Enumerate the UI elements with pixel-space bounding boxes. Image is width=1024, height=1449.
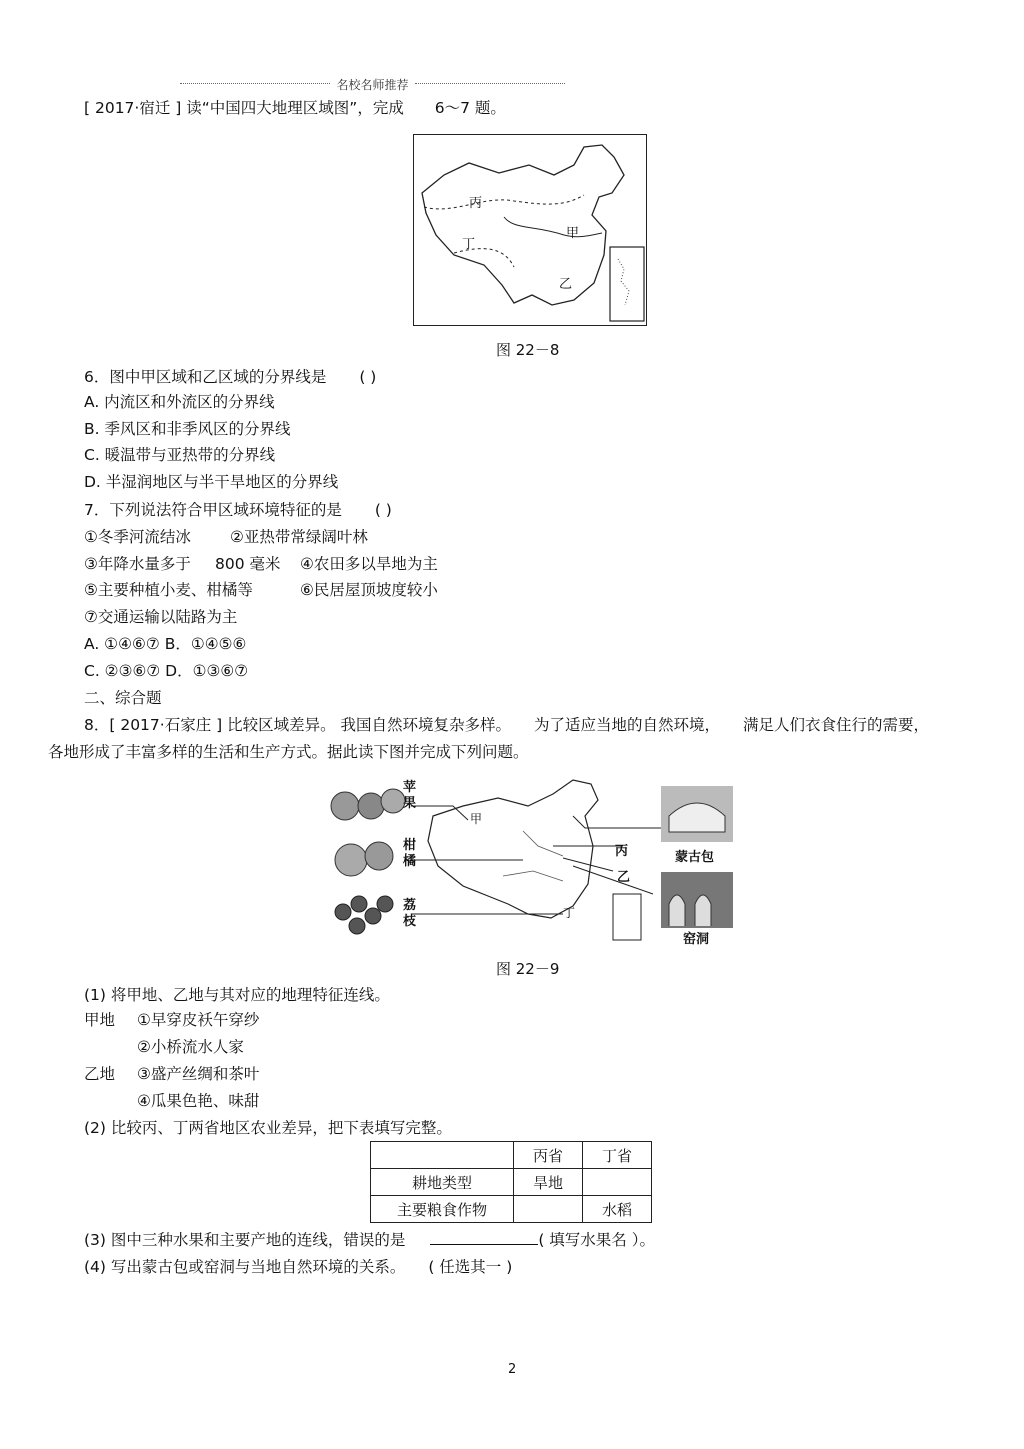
- q8-line1: [84, 715, 929, 735]
- q7-options-ab: A. ①④⑥⑦ B．①④⑤⑥: [84, 635, 247, 653]
- table-cell: 水稻: [583, 1196, 652, 1223]
- map1-label-ding: 丁: [462, 237, 476, 252]
- q7-stem-text: 7．下列说法符合甲区域环境特征的是: [84, 501, 342, 519]
- map1-label-bing: 丙: [469, 196, 483, 211]
- q8-line1b: 为了适应当地的自然环境，: [533, 716, 720, 734]
- q6-option-c: C. 暖温带与亚热带的分界线: [84, 446, 276, 464]
- intro-text: 读“中国四大地理区域图”，完成: [186, 99, 404, 117]
- table-cell: 旱地: [514, 1169, 583, 1196]
- q7-item-6: ⑥民居屋顶坡度较小: [300, 581, 438, 599]
- fruit-label-orange: 柑橘: [403, 838, 417, 869]
- p1-jia: 甲地: [84, 1011, 116, 1029]
- p4-line: [84, 1257, 512, 1277]
- q7-stem: [84, 500, 392, 520]
- p2-stem: (2) 比较丙、丁两省地区农业差异，把下表填写完整。: [84, 1119, 452, 1137]
- q7-options-cd: C. ②③⑥⑦ D．①③⑥⑦: [84, 662, 249, 680]
- figure-caption-22-8: 图 22－8: [496, 341, 560, 359]
- map1-label-jia: 甲: [566, 226, 580, 241]
- p1-feat-1: ①早穿皮袄午穿纱: [137, 1011, 260, 1029]
- q7-item-5: ⑤主要种植小麦、柑橘等: [84, 581, 253, 599]
- p1-feat-3: ③盛产丝绸和茶叶: [137, 1065, 260, 1083]
- q7-item-7: ⑦交通运输以陆路为主: [84, 608, 238, 626]
- q6-option-b: B. 季风区和非季风区的分界线: [84, 420, 291, 438]
- label-yurt: 蒙古包: [675, 850, 715, 865]
- p3-tail: ( 填写水果名 ）。: [538, 1231, 655, 1249]
- q8-line1a: 8．[ 2017·石家庄 ] 比较区域差异。 我国自然环境复杂多样。: [84, 716, 512, 734]
- p1-feat-4: ④瓜果色艳、味甜: [137, 1092, 260, 1110]
- figure-caption-22-9: 图 22－9: [496, 960, 560, 978]
- q7-item-1: ①冬季河流结冰: [84, 528, 191, 546]
- p4-tail: ( 任选其一 ): [428, 1258, 513, 1276]
- china-outline-svg: [414, 135, 646, 325]
- intro-range: 6～7 题。: [434, 99, 506, 117]
- q6-option-d: D. 半湿润地区与半干旱地区的分界线: [84, 473, 339, 491]
- q7-item-3b: 800 毫米: [215, 555, 281, 573]
- table-cell: 丙省: [514, 1142, 583, 1169]
- china-regions-map: [413, 134, 647, 326]
- table-row: [371, 1196, 652, 1223]
- map2-svg: [323, 776, 735, 942]
- intro-line: [84, 98, 506, 118]
- q7-item-3: ③年降水量多于: [84, 555, 191, 573]
- intro-source: [ 2017·宿迁 ]: [84, 99, 182, 117]
- page-number: 2: [508, 1362, 517, 1377]
- p1-feat-2: ②小桥流水人家: [137, 1038, 244, 1056]
- p4-stem: (4) 写出蒙古包或窑洞与当地自然环境的关系。: [84, 1258, 406, 1276]
- place-jia: 甲: [470, 812, 483, 826]
- map1-label-yi: 乙: [559, 277, 573, 292]
- table-cell-blank[interactable]: [514, 1196, 583, 1223]
- p3-stem: (3) 图中三种水果和主要产地的连线，错误的是: [84, 1231, 406, 1249]
- fruit-label-lychee: 荔枝: [403, 898, 417, 929]
- p1-stem: (1) 将甲地、乙地与其对应的地理特征连线。: [84, 986, 390, 1004]
- table-cell: 耕地类型: [371, 1169, 514, 1196]
- section-title: 二、综合题: [84, 689, 162, 707]
- table-header-row: [371, 1142, 652, 1169]
- page-header: 名校名师推荐: [180, 76, 565, 93]
- label-cave-dwelling: 窑洞: [683, 932, 710, 947]
- table-cell: 丁省: [583, 1142, 652, 1169]
- q8-line2: 各地形成了丰富多样的生活和生产方式。据此读下图并完成下列问题。: [48, 743, 529, 761]
- table-row: [371, 1169, 652, 1196]
- q6-option-a: A. 内流区和外流区的分界线: [84, 393, 275, 411]
- table-cell: [371, 1142, 514, 1169]
- table-cell-blank[interactable]: [583, 1169, 652, 1196]
- q6-answer-paren: ( ): [359, 368, 377, 386]
- table-cell: 主要粮食作物: [371, 1196, 514, 1223]
- q7-item-4: ④农田多以旱地为主: [300, 555, 438, 573]
- fruit-label-apple: 苹果: [403, 780, 417, 811]
- q7-answer-paren: ( ): [374, 501, 392, 519]
- agriculture-table: [370, 1141, 652, 1223]
- q6-stem-text: 6．图中甲区域和乙区域的分界线是: [84, 368, 327, 386]
- place-yi: 乙: [617, 870, 631, 885]
- p1-yi: 乙地: [84, 1065, 116, 1083]
- q6-stem: [84, 367, 376, 387]
- q8-line1c: 满足人们衣食住行的需要，: [742, 716, 929, 734]
- q7-item-2: ②亚热带常绿阔叶林: [230, 528, 368, 546]
- p3-answer-blank[interactable]: [430, 1230, 538, 1245]
- p3-line: [84, 1230, 655, 1250]
- place-bing: 丙: [615, 844, 629, 859]
- china-lifestyle-map: [323, 776, 735, 947]
- place-ding: 丁: [563, 906, 576, 920]
